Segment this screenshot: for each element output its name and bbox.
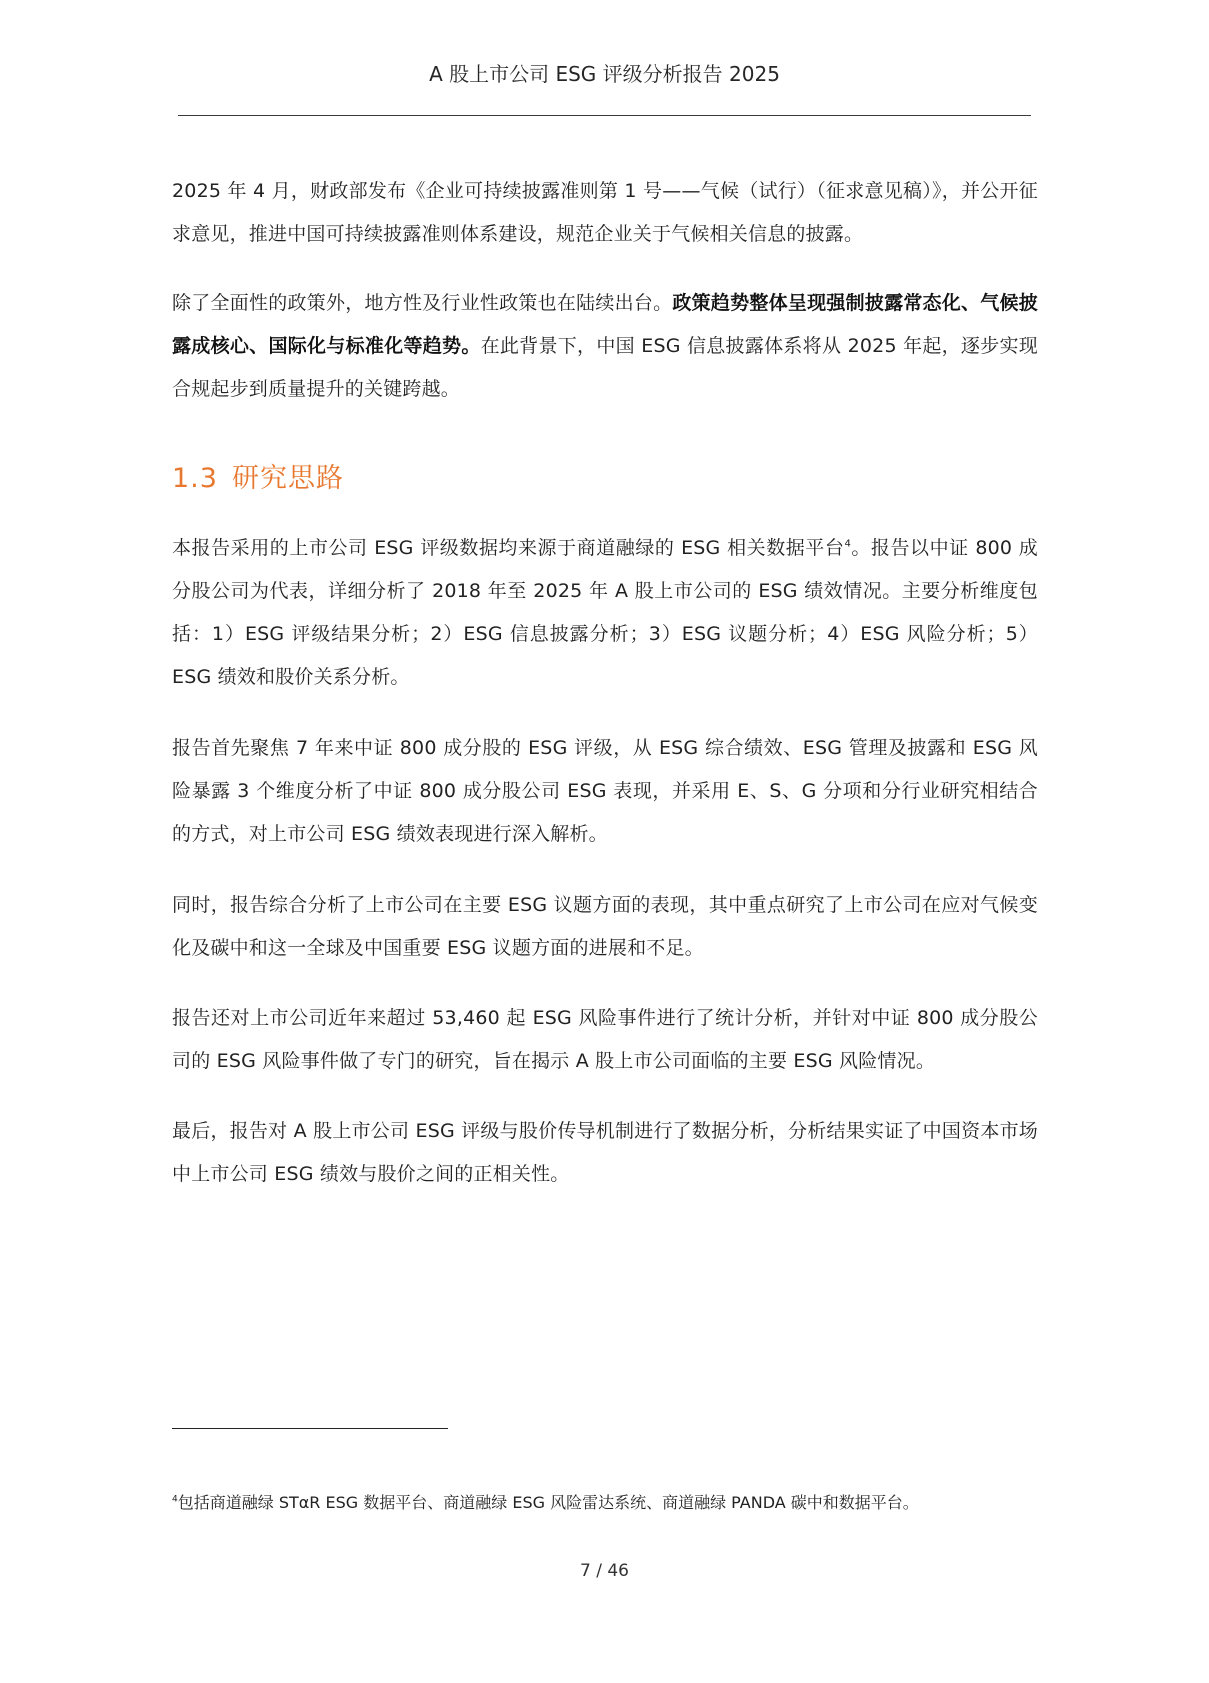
section-title: 研究思路 [231, 463, 344, 494]
paragraph-issues-analysis: 同时，报告综合分析了上市公司在主要 ESG 议题方面的表现，其中重点研究了上市公司在应对气候变化及碳中和这一全球及中国重要 ESG 议题方面的进展和不足。 [172, 894, 1038, 959]
page-header-title: A 股上市公司 ESG 评级分析报告 2025 [429, 62, 780, 86]
data-source-text: 本报告采用的上市公司 ESG 评级数据均来源于商道融绿的 ESG 相关数据平台 [172, 537, 845, 559]
analysis-dimensions-text: 。报告以中证 800 成分股公司为代表，详细分析了 2018 年至 2025 年 A 股上市公司的 ESG 绩效情况。主要分析维度包括：1）ESG 评级结果分析；2）ESG 信息披露分析；3）ESG 议题分析；4）ESG 风险分析；5）ESG 绩效和股价关系分析。 [172, 537, 1038, 688]
paragraph-risk-events: 报告还对上市公司近年来超过 53,460 起 ESG 风险事件进行了统计分析，并针对中证 800 成分股公司的 ESG 风险事件做了专门的研究，旨在揭示 A 股上市公司面临的主要 ESG 风险情况。 [172, 1007, 1038, 1072]
section-number: 1.3 [172, 463, 218, 494]
footnote [172, 1490, 1038, 1513]
policy-trends-bold-text: 政策趋势整体呈现强制披露常态化、气候披露成核心、国际化与标准化等趋势。 [172, 292, 1038, 357]
paragraph-policy-trends [172, 282, 1038, 411]
footnote-mark: 4 [172, 1494, 178, 1505]
paragraph-rating-focus: 报告首先聚焦 7 年来中证 800 成分股的 ESG 评级，从 ESG 综合绩效、ESG 管理及披露和 ESG 风险暴露 3 个维度分析了中证 800 成分股公司 ESG 表现，并采用 E、S、G 分项和分行业研究相结合的方式，对上市公司 ESG 绩效表现进行深入解析。 [172, 737, 1038, 845]
paragraph-stock-price: 最后，报告对 A 股上市公司 ESG 评级与股价传导机制进行了数据分析，分析结果实证了中国资本市场中上市公司 ESG 绩效与股价之间的正相关性。 [172, 1120, 1038, 1185]
policy-background-text: 在此背景下，中国 ESG 信息披露体系将从 2025 年起，逐步实现合规起步到质量提升的关键跨越。 [172, 335, 1038, 400]
section-heading [172, 456, 344, 495]
footnote-text: 包括商道融绿 STαR ESG 数据平台、商道融绿 ESG 风险雷达系统、商道融绿 PANDA 碳中和数据平台。 [177, 1493, 919, 1512]
page-number: 7 / 46 [580, 1561, 629, 1581]
header-divider [178, 115, 1031, 116]
footnote-divider [172, 1428, 448, 1429]
policy-intro-text: 除了全面性的政策外，地方性及行业性政策也在陆续出台。 [172, 292, 673, 314]
paragraph-data-source [172, 527, 1038, 699]
paragraph-climate-disclosure: 2025 年 4 月，财政部发布《企业可持续披露准则第 1 号——气候（试行）（征求意见稿）》，并公开征求意见，推进中国可持续披露准则体系建设，规范企业关于气候相关信息的披露。 [172, 180, 1038, 245]
footnote-reference[interactable]: 4 [844, 538, 851, 550]
